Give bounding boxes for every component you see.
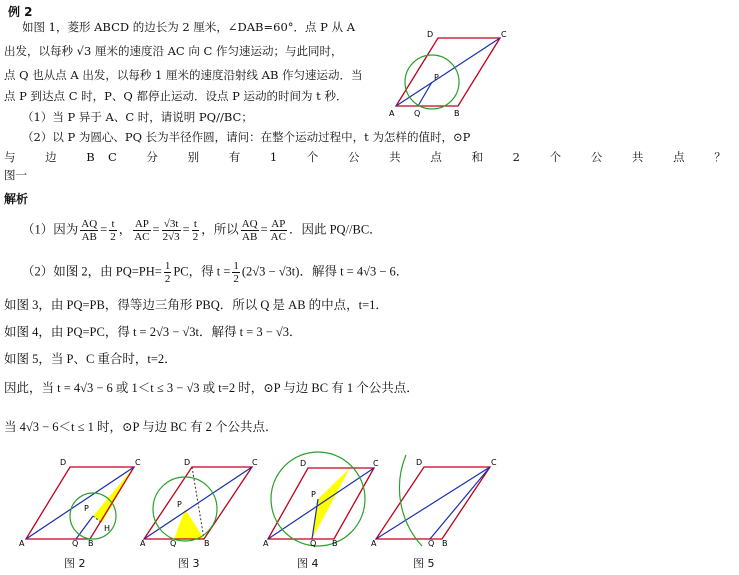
label-d: D: [300, 459, 307, 468]
label-q: Q: [170, 539, 177, 548]
fraction: $\frac{AQ}{AB}$: [81, 218, 98, 243]
fraction: $\frac{AQ}{AB}$: [241, 218, 258, 243]
fraction: $\frac{1}{2}$: [233, 260, 239, 285]
label-h: H: [104, 524, 111, 533]
solution-conclusion-1: 因此，当 t = 4√3 − 6 或 1＜t ≤ 3 − √3 或 t=2 时，⊙P 与边 BC 有 1 个公共点．: [4, 381, 419, 395]
fraction: $\frac{t}{2}$: [110, 218, 116, 243]
label-a: A: [19, 539, 25, 548]
yellow-triangle: [174, 509, 204, 539]
figure-5: [370, 455, 508, 547]
label-c: C: [252, 458, 258, 467]
diagonal-ac: [396, 38, 500, 106]
figure-3: [140, 455, 260, 547]
label-b: B: [88, 539, 94, 548]
solution-line-4: 如图 4，由 PQ=PC，得 t = 2√3 − √3t．解得 t = 3 − √3．: [4, 325, 302, 339]
caption-fig-5: 图 5: [413, 557, 435, 570]
problem-line-1: 如图 1，菱形 ABCD 的边长为 2 厘米，∠DAB=60°．点 P 从 A: [22, 20, 356, 34]
label-b: B: [332, 539, 338, 548]
problem-line-2: 出发，以每秒 √3 厘米的速度沿 AC 向 C 作匀速运动；与此同时，: [4, 44, 343, 58]
figure-4: [262, 448, 382, 548]
label-q: Q: [72, 539, 79, 548]
label-q: Q: [414, 109, 421, 118]
diagonal-ac: [26, 467, 134, 539]
label-p: P: [177, 500, 182, 509]
diagonal-ac: [268, 468, 374, 539]
solution-title: 解析: [4, 192, 29, 206]
label-c: C: [373, 459, 379, 468]
label-b: B: [204, 539, 210, 548]
figure-1: [388, 28, 508, 120]
segment-cq: [430, 467, 490, 539]
label-a: A: [140, 539, 146, 548]
yellow-triangle: [93, 467, 134, 523]
example-title: 例 2: [8, 5, 33, 19]
solution-line-3: 如图 3，由 PQ=PB，得等边三角形 PBQ．所以 Q 是 AB 的中点，t=1．: [4, 298, 388, 312]
fraction: $\frac{√3t}{2√3}$: [162, 218, 180, 243]
solution-line-5: 如图 5，当 P、C 重合时，t=2．: [4, 352, 177, 366]
fraction: $\frac{t}{2}$: [192, 218, 199, 243]
solution-line-2: （2）如图 2，由 PQ=PH= $\frac{1}{2}$ PC，得 t = $\frac{1}{2}$ (2√3 − √3t)．解得 t = 4√3 − 6．: [22, 260, 409, 285]
segment-pq: [418, 82, 432, 106]
problem-line-3: 点 Q 也从点 A 出发，以每秒 1 厘米的速度沿射线 AB 作匀速运动．当: [4, 68, 363, 82]
label-c: C: [135, 458, 141, 467]
label-q: Q: [428, 539, 435, 548]
fraction: $\frac{AP}{AC}$: [270, 218, 286, 243]
figure-2: [18, 455, 144, 547]
label-q: Q: [310, 539, 317, 548]
caption-fig-4: 图 4: [297, 557, 319, 570]
segment-pq: [76, 516, 93, 539]
solution-line-1: （1）因为 $\frac{AQ}{AB}$ = $\frac{t}{2}$ ， $\frac{AP}{AC}$ = $\frac{√3t}{2√3}$ = $\frac{t}{2}$ ，所以 $\frac{AQ}{AB}$ = $\frac{AP}{AC}$ ．因此 PQ//BC．: [22, 218, 382, 243]
problem-part-1: （1）当 P 异于 A、C 时，请说明 PQ//BC；: [22, 110, 253, 124]
label-d: D: [427, 30, 434, 39]
diagonal-ac: [376, 467, 490, 539]
label-d: D: [416, 458, 423, 467]
label-d: D: [60, 458, 67, 467]
fraction: $\frac{1}{2}$: [164, 260, 171, 285]
label-a: A: [389, 109, 395, 118]
label-b: B: [442, 539, 448, 548]
circle-arc: [399, 455, 422, 546]
label-b: B: [454, 109, 460, 118]
fraction: $\frac{AP}{AC}$: [134, 218, 150, 243]
problem-line-4: 点 P 到达点 C 时，P、Q 都停止运动．设点 P 运动的时间为 t 秒．: [4, 89, 348, 103]
label-a: A: [263, 539, 269, 548]
label-p: P: [311, 490, 316, 499]
problem-line-7: 与 边 BC 分 别 有 1 个 公 共 点 和 2 个 公 共 点 ？: [4, 150, 739, 164]
caption-fig-2: 图 2: [64, 557, 86, 570]
problem-part-2: （2）以 P 为圆心、PQ 长为半径作圆，请问：在整个运动过程中，t 为怎样的值时，⊙P: [22, 130, 471, 144]
label-a: A: [371, 539, 377, 548]
label-d: D: [184, 458, 191, 467]
caption-fig-3: 图 3: [178, 557, 200, 570]
label-c: C: [501, 30, 507, 39]
label-c: C: [491, 458, 497, 467]
figure-1-label: 图一: [4, 168, 27, 182]
label-p: P: [84, 504, 89, 513]
solution-conclusion-2: 当 4√3 − 6＜t ≤ 1 时，⊙P 与边 BC 有 2 个公共点．: [4, 420, 278, 434]
label-p: P: [434, 73, 439, 82]
s1-prefix: （1）因为: [22, 222, 79, 237]
